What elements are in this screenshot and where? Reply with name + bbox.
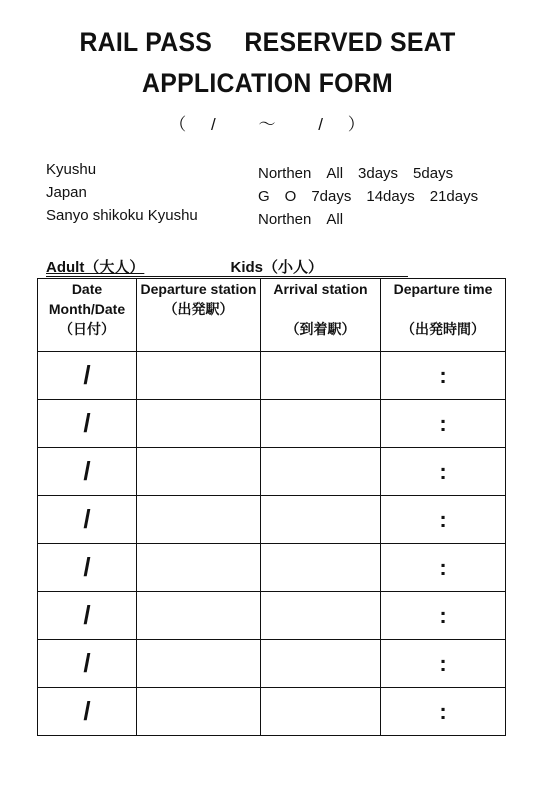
header-departure-time-jp: （出発時間） — [401, 321, 485, 337]
header-departure-station-en: Departure station — [140, 281, 257, 297]
table-row — [38, 448, 506, 496]
departure-time-cell[interactable]: : — [381, 592, 506, 640]
header-departure-station — [137, 279, 261, 352]
departure-station-cell[interactable] — [137, 688, 261, 736]
departure-time-cell[interactable]: : — [381, 352, 506, 400]
header-date-jp: （日付） — [59, 321, 115, 337]
date-cell[interactable]: / — [38, 352, 137, 400]
header-arrival-station-en: Arrival station — [273, 281, 368, 297]
table-row — [38, 400, 506, 448]
date-range-close: ） — [347, 115, 366, 134]
date-cell[interactable]: / — [38, 448, 137, 496]
arrival-station-cell[interactable] — [261, 640, 381, 688]
departure-time-cell[interactable]: : — [381, 400, 506, 448]
date-range-sep2: / — [318, 115, 324, 134]
header-date — [38, 279, 137, 352]
passenger-type — [46, 256, 323, 277]
arrival-station-cell[interactable] — [261, 400, 381, 448]
table-header-row — [38, 279, 506, 352]
table-row — [38, 544, 506, 592]
header-departure-time-en: Departure time — [393, 281, 493, 297]
date-cell[interactable]: / — [38, 496, 137, 544]
form-title-line2: APPLICATION FORM — [142, 68, 393, 98]
date-cell[interactable]: / — [38, 688, 137, 736]
date-cell[interactable]: / — [38, 544, 137, 592]
date-range-sep1: / — [211, 115, 217, 134]
table-row — [38, 592, 506, 640]
date-range-tilde: 〜 — [258, 115, 277, 134]
pass-option[interactable]: Northen All — [258, 211, 344, 228]
table-row — [38, 496, 506, 544]
reservation-table — [37, 278, 506, 736]
pass-region: Kyushu — [46, 161, 97, 178]
date-cell[interactable]: / — [38, 592, 137, 640]
kids-option[interactable]: Kids（小人） — [230, 259, 324, 276]
pass-options — [258, 162, 478, 231]
arrival-station-cell[interactable] — [261, 592, 381, 640]
header-arrival-station — [261, 279, 381, 352]
departure-station-cell[interactable] — [137, 352, 261, 400]
departure-time-cell[interactable]: : — [381, 688, 506, 736]
arrival-station-cell[interactable] — [261, 544, 381, 592]
departure-station-cell[interactable] — [137, 400, 261, 448]
adult-option[interactable]: Adult（大人） — [46, 259, 145, 276]
departure-station-cell[interactable] — [137, 592, 261, 640]
arrival-station-cell[interactable] — [261, 352, 381, 400]
table-row — [38, 640, 506, 688]
departure-time-cell[interactable]: : — [381, 640, 506, 688]
header-departure-time — [381, 279, 506, 352]
arrival-station-cell[interactable] — [261, 496, 381, 544]
pass-option[interactable]: G O 7days 14days 21days — [258, 188, 479, 205]
arrival-station-cell[interactable] — [261, 448, 381, 496]
pass-option[interactable]: Northen All 3days 5days — [258, 165, 454, 182]
header-date-en: Date Month/Date — [48, 281, 126, 317]
departure-time-cell[interactable]: : — [381, 448, 506, 496]
header-arrival-station-jp: （到着駅） — [285, 321, 356, 337]
table-row — [38, 352, 506, 400]
passenger-underline — [46, 276, 408, 277]
departure-time-cell[interactable]: : — [381, 544, 506, 592]
header-departure-station-jp: （出発駅） — [163, 301, 234, 317]
departure-station-cell[interactable] — [137, 640, 261, 688]
date-cell[interactable]: / — [38, 400, 137, 448]
date-range-open: （ — [169, 115, 188, 134]
pass-regions — [46, 158, 198, 227]
departure-station-cell[interactable] — [137, 544, 261, 592]
arrival-station-cell[interactable] — [261, 688, 381, 736]
departure-station-cell[interactable] — [137, 448, 261, 496]
date-cell[interactable]: / — [38, 640, 137, 688]
table-row — [38, 688, 506, 736]
departure-station-cell[interactable] — [137, 496, 261, 544]
departure-time-cell[interactable]: : — [381, 496, 506, 544]
date-range — [0, 110, 535, 135]
form-title-line1: RAIL PASS RESERVED SEAT — [79, 27, 456, 57]
pass-region: Japan — [46, 184, 87, 201]
pass-region: Sanyo shikoku Kyushu — [46, 207, 198, 224]
